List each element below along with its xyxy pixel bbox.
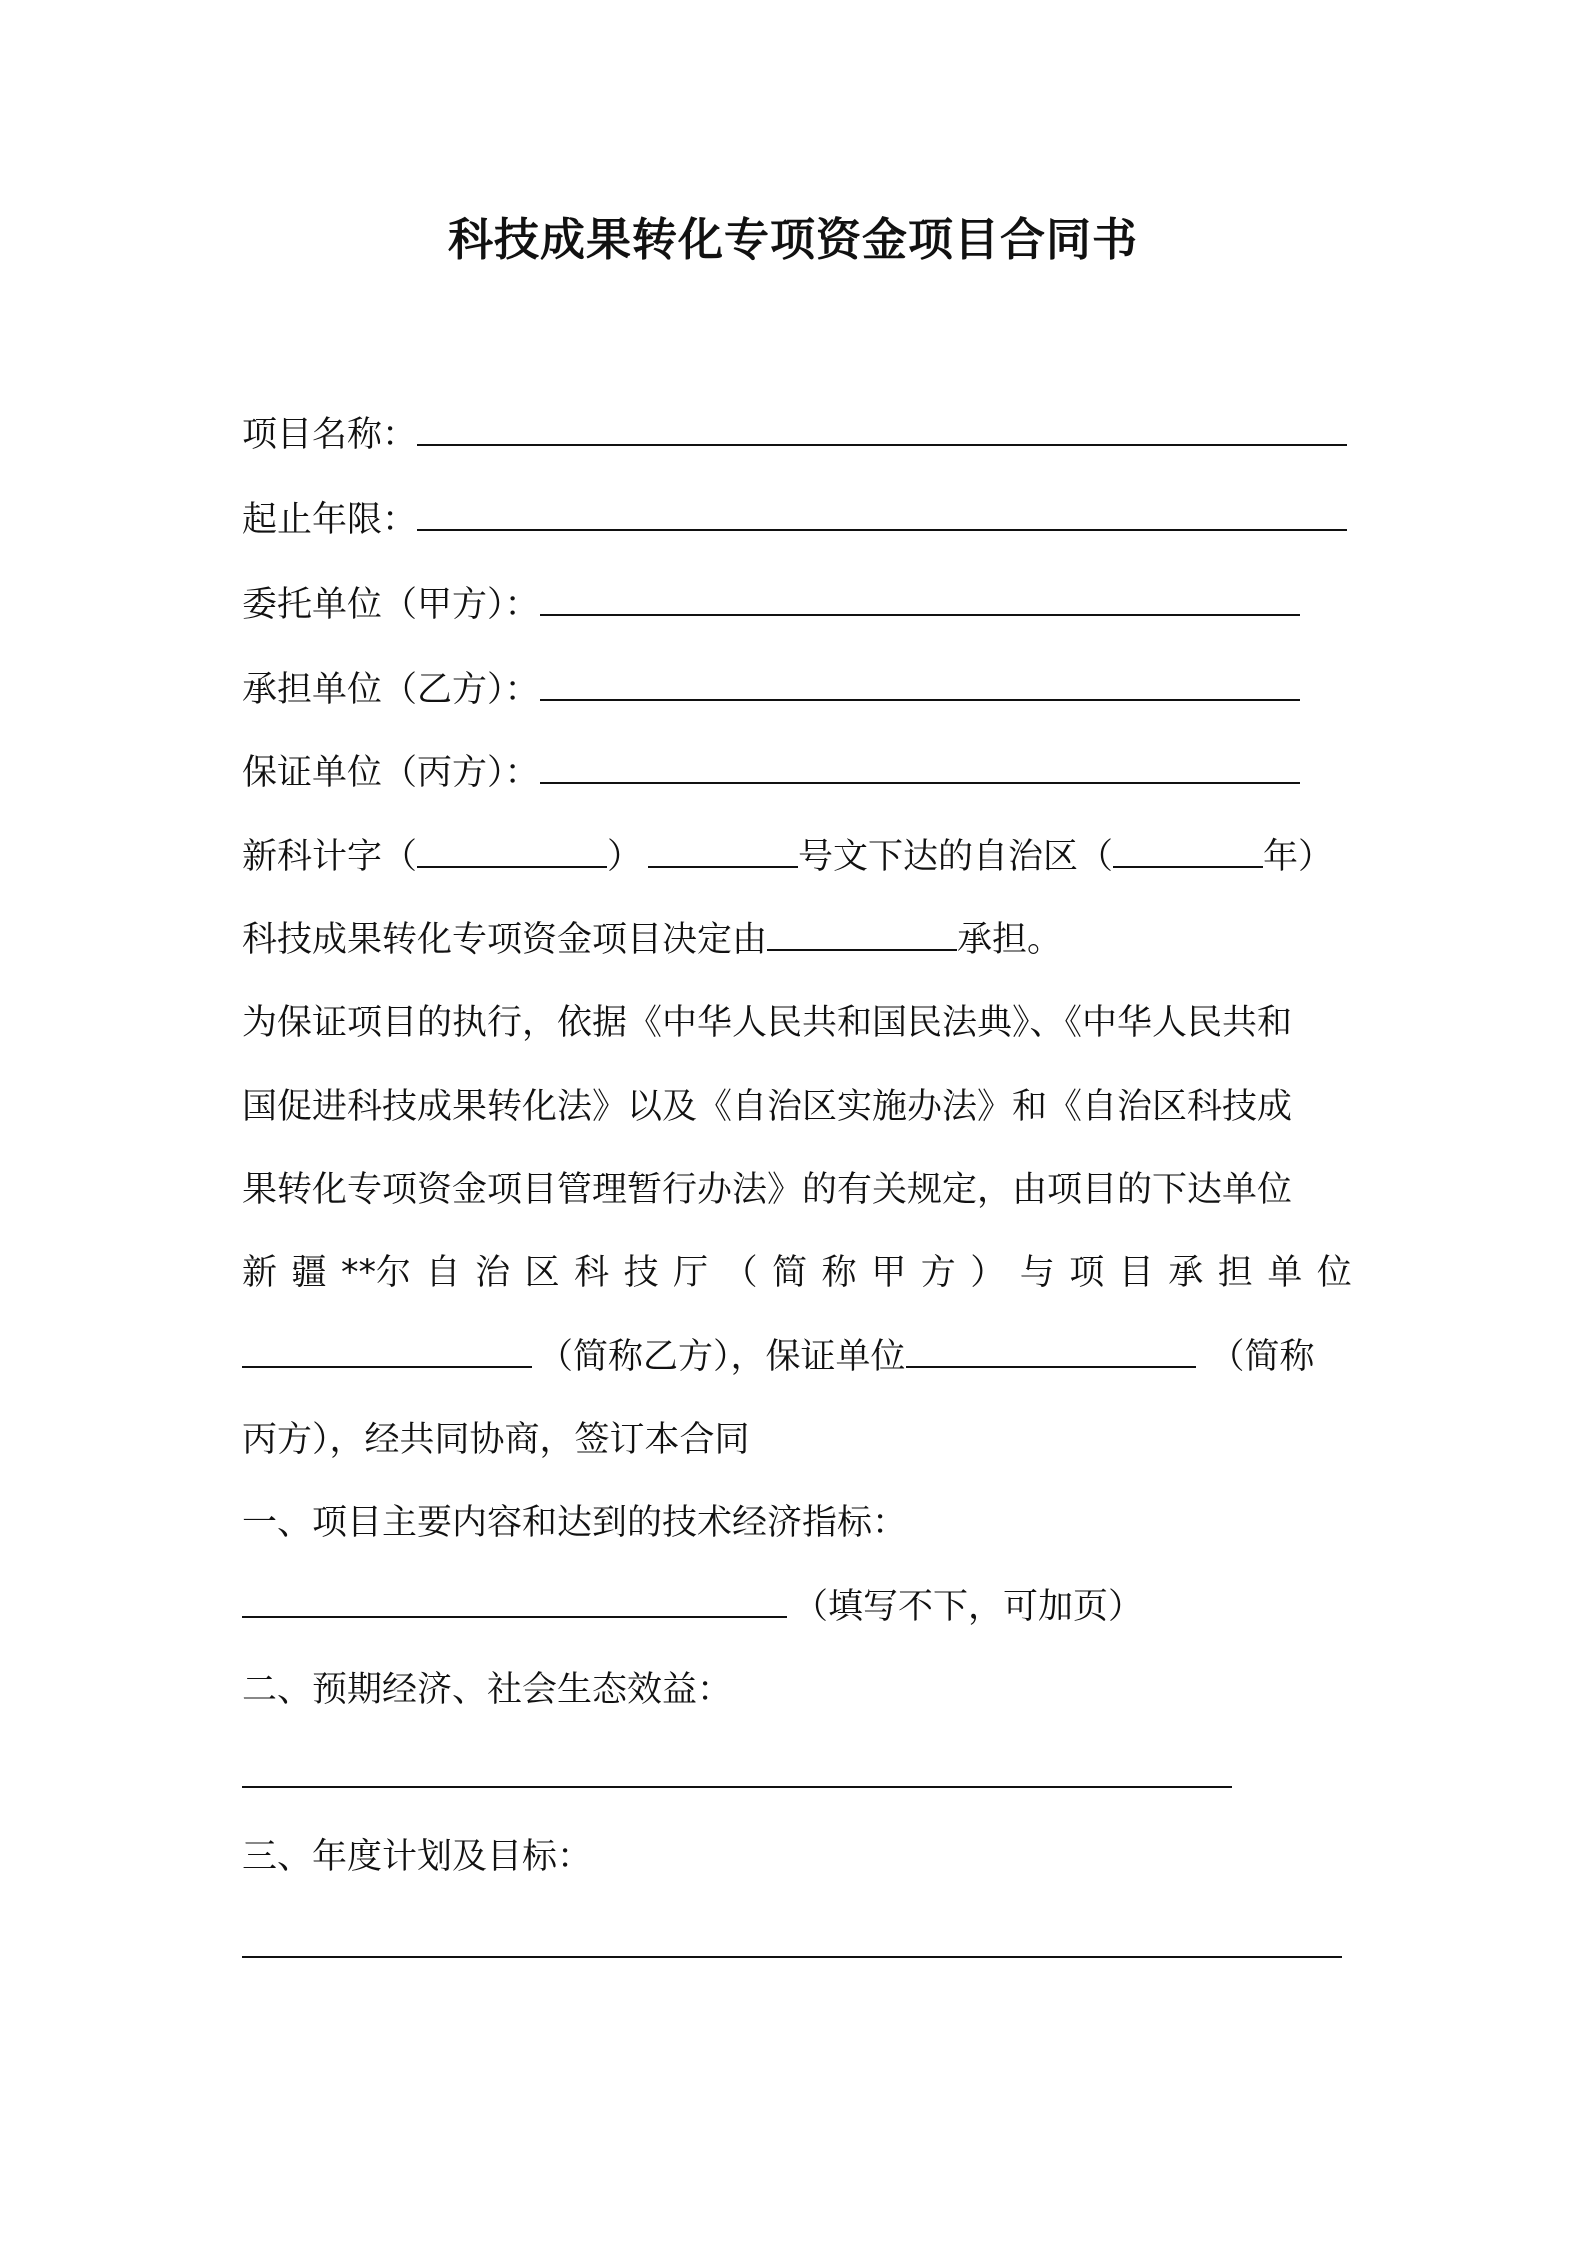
blank-doc-number[interactable] — [417, 836, 607, 868]
blank-undertaker[interactable] — [767, 919, 957, 951]
blank-party-b-name[interactable] — [242, 1336, 532, 1368]
field-party-c — [242, 748, 1300, 798]
field-period — [242, 495, 1347, 545]
body-line-2 — [242, 915, 1062, 965]
blank-section-1[interactable] — [242, 1586, 787, 1618]
body-text: （简称 — [1209, 1337, 1315, 1377]
field-label-party-c: 保证单位（丙方）： — [242, 753, 540, 793]
body-char: 位 — [1316, 1253, 1352, 1293]
body-char: 治 — [475, 1253, 511, 1293]
document-title: 科技成果转化专项资金项目合同书 — [447, 213, 1138, 266]
body-char: 与 — [1019, 1253, 1055, 1293]
field-label-period: 起止年限： — [242, 500, 418, 540]
body-text: ） — [607, 837, 643, 877]
blank-guarantor-name[interactable] — [906, 1336, 1196, 1368]
body-char: （ — [722, 1253, 758, 1293]
blank-party-a[interactable] — [540, 584, 1300, 616]
body-char: 担 — [1217, 1253, 1253, 1293]
body-char: 承 — [1168, 1253, 1204, 1293]
field-party-a — [242, 580, 1300, 630]
section-3-fill — [242, 1922, 1342, 1972]
field-project-name — [242, 410, 1347, 460]
section-1-fill — [242, 1582, 1143, 1632]
field-label-party-b: 承担单位（乙方）： — [242, 670, 540, 710]
field-party-b — [242, 665, 1300, 715]
section-2-heading: 二、预期经济、社会生态效益： — [242, 1670, 733, 1710]
body-line-7 — [242, 1332, 1315, 1382]
body-char: 区 — [524, 1253, 560, 1293]
body-char: 项 — [1069, 1253, 1105, 1293]
body-char: ） — [970, 1253, 1006, 1293]
body-char: 甲 — [871, 1253, 907, 1293]
body-text: 号文下达的自治区（ — [798, 837, 1114, 877]
body-char: **尔 — [341, 1253, 412, 1293]
body-char: 方 — [920, 1253, 956, 1293]
blank-year[interactable] — [1113, 836, 1263, 868]
blank-project-name[interactable] — [417, 414, 1347, 446]
field-label-project-name: 项目名称： — [242, 415, 418, 455]
blank-section-3[interactable] — [242, 1926, 1342, 1958]
body-line-5: 果转化专项资金项目管理暂行办法》的有关规定，由项目的下达单位 — [242, 1170, 1293, 1210]
body-text: 科技成果转化专项资金项目决定由 — [242, 920, 768, 960]
body-char: 科 — [574, 1253, 610, 1293]
section-3-heading: 三、年度计划及目标： — [242, 1837, 593, 1877]
blank-period[interactable] — [417, 499, 1347, 531]
body-char: 简 — [772, 1253, 808, 1293]
body-char: 单 — [1267, 1253, 1303, 1293]
blank-party-c[interactable] — [540, 752, 1300, 784]
body-line-8: 丙方），经共同协商，签订本合同 — [242, 1420, 750, 1460]
blank-section-2[interactable] — [242, 1756, 1232, 1788]
section-2-fill — [242, 1752, 1232, 1802]
body-char: 疆 — [291, 1253, 327, 1293]
body-char: 称 — [821, 1253, 857, 1293]
body-char: 自 — [425, 1253, 461, 1293]
field-label-party-a: 委托单位（甲方）： — [242, 585, 540, 625]
body-line-4: 国促进科技成果转化法》以及《自治区实施办法》和《自治区科技成 — [242, 1087, 1293, 1127]
blank-doc-serial[interactable] — [648, 836, 798, 868]
body-line-6 — [242, 1248, 1352, 1298]
blank-party-b[interactable] — [540, 669, 1300, 701]
body-text: 承担。 — [957, 920, 1063, 960]
body-char: 技 — [623, 1253, 659, 1293]
body-text: 年） — [1263, 837, 1334, 877]
body-text: 新科计字（ — [242, 837, 418, 877]
body-char: 目 — [1118, 1253, 1154, 1293]
body-line-3: 为保证项目的执行，依据《中华人民共和国民法典》、《中华人民共和 — [242, 1003, 1293, 1043]
body-char: 厅 — [673, 1253, 709, 1293]
section-1-heading: 一、项目主要内容和达到的技术经济指标： — [242, 1503, 908, 1543]
body-line-1 — [242, 832, 1333, 882]
body-char: 新 — [242, 1253, 278, 1293]
body-text: （简称乙方），保证单位 — [538, 1337, 906, 1377]
section-1-note: （填写不下，可加页） — [793, 1587, 1144, 1627]
